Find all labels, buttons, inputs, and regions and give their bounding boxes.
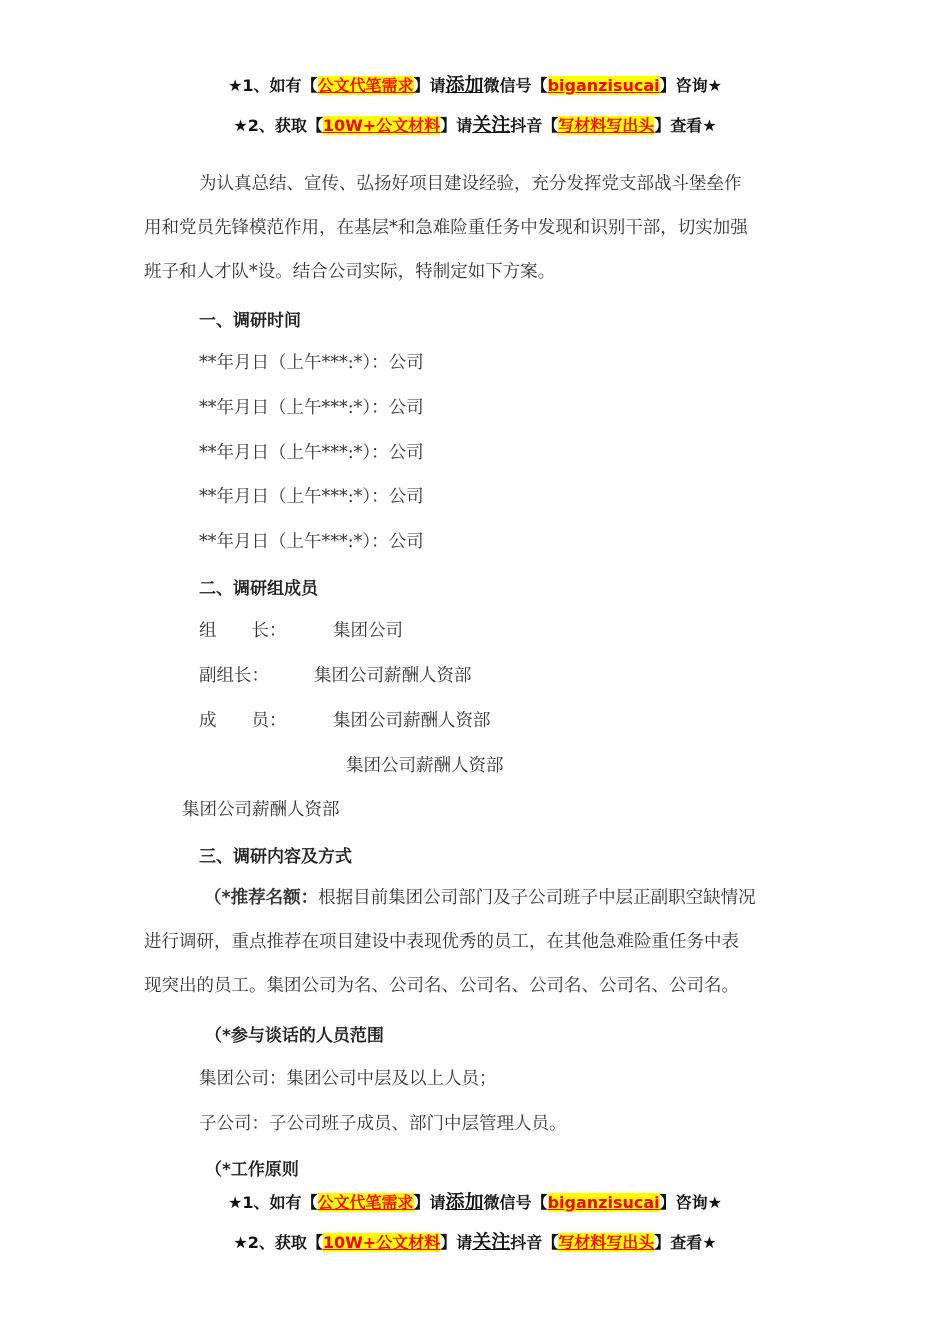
recommend-line: 进行调研，重点推荐在项目建设中表现优秀的员工，在其他急难险重任务中表 [144,932,739,952]
banner-text: 】请 [413,1193,446,1212]
banner-emphasis-follow: 关注 [472,1231,511,1253]
banner-highlight-materials: 10W+公文材料 [322,116,441,135]
banner-highlight-douyin: 写材料写出头 [558,116,655,135]
banner-text: 】请 [413,76,446,95]
banner-highlight-need: 公文代笔需求 [317,1193,414,1212]
deputy-label: 副组长： [199,666,269,686]
banner-highlight-douyin: 写材料写出头 [558,1233,655,1252]
banner-text: 】请 [440,1233,473,1252]
intro-line: 为认真总结、宣传、弘扬好项目建设经验，充分发挥党支部战斗堡垒作 [199,174,742,194]
banner-emphasis-add: 添加 [445,1191,484,1213]
banner-highlight-wechat: biganzisucai [547,76,660,95]
banner-text: ★2、获取【 [233,116,323,135]
schedule-item: **年月日（上午***:*）：公司 [199,532,424,552]
banner-text: 抖音【 [510,116,559,135]
member-value: 集团公司薪酬人资部 [333,711,491,731]
banner-emphasis-add: 添加 [445,74,484,96]
banner-text: ★2、获取【 [233,1233,323,1252]
banner-emphasis-follow: 关注 [472,114,511,136]
scope-group: 集团公司：集团公司中层及以上人员； [199,1069,497,1089]
scope-title: （*参与谈话的人员范围 [205,1026,384,1046]
banner-text: 抖音【 [510,1233,559,1252]
banner-highlight-materials: 10W+公文材料 [322,1233,441,1252]
banner-text: ★1、如有【 [228,1193,318,1212]
intro-paragraph [144,162,809,294]
deputy-value: 集团公司薪酬人资部 [314,666,472,686]
recommend-paragraph [144,876,809,1008]
intro-line: 班子和人才队*设。结合公司实际，特制定如下方案。 [144,262,556,282]
banner-text: 】请 [440,116,473,135]
intro-line: 用和党员先锋模范作用，在基层*和急难险重任务中发现和识别干部，切实加强 [144,218,748,238]
section2-title: 二、调研组成员 [199,579,318,599]
recommend-line [144,876,809,920]
banner-text: 】咨询★ [659,1193,722,1212]
schedule-item: **年月日（上午***:*）：公司 [199,353,424,373]
scope-subsidiary: 子公司：子公司班子成员、部门中层管理人员。 [199,1114,567,1134]
banner-text: 】查看★ [654,116,717,135]
principles-title: （*工作原则 [205,1160,299,1180]
banner-text: 微信号【 [483,1193,548,1212]
banner-text: 】查看★ [654,1233,717,1252]
schedule-item: **年月日（上午***:*）：公司 [199,398,424,418]
section3-title: 三、调研内容及方式 [199,847,352,867]
banner-text: ★1、如有【 [228,76,318,95]
section1-title: 一、调研时间 [199,311,301,331]
recommend-line: 现突出的员工。集团公司为名、公司名、公司名、公司名、公司名、公司名。 [144,976,739,996]
banner-highlight-need: 公文代笔需求 [317,76,414,95]
promo-banner-bottom-line-1 [0,1187,950,1214]
promo-banner-line-2 [0,110,950,137]
banner-text: 微信号【 [483,76,548,95]
member-value: 集团公司薪酬人资部 [346,756,504,776]
leader-label: 组 长： [199,621,287,641]
promo-banner-bottom-line-2 [0,1227,950,1254]
promo-banner-line-1 [0,70,950,97]
member-label: 成 员： [199,711,287,731]
recommend-text: 根据目前集团公司部门及子公司班子中层正副职空缺情况 [318,888,756,908]
banner-highlight-wechat: biganzisucai [547,1193,660,1212]
leader-value: 集团公司 [333,621,403,641]
recommend-label: （*推荐名额： [204,888,319,908]
banner-text: 】咨询★ [659,76,722,95]
schedule-item: **年月日（上午***:*）：公司 [199,487,424,507]
schedule-item: **年月日（上午***:*）：公司 [199,443,424,463]
member-value: 集团公司薪酬人资部 [182,800,340,820]
